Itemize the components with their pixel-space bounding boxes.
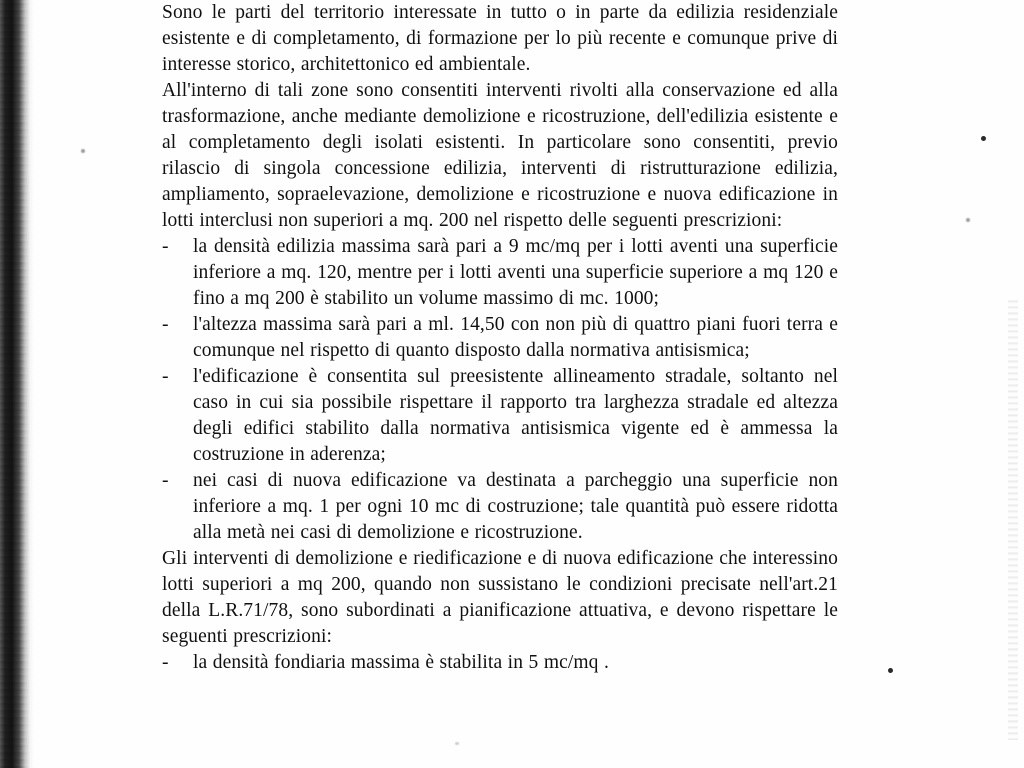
list-dash-marker: - [162,366,169,387]
prescriptions-list-one [162,234,838,546]
list-dash-marker: - [162,470,169,491]
speck-faint-mid-artifact [966,218,970,222]
document-text-body [162,0,838,676]
list-dash-marker: - [162,314,169,335]
list-item-text: nei casi di nuova edificazione va destinata a parcheggio una superficie non inferiore a mq. 1 per ogni 10 mc di costruzione; tale quantità può essere ridotta alla metà nei casi di demolizione e ricostruzione. [193,470,838,543]
speck-faint-bottom-artifact [455,742,459,745]
list-item [162,234,838,312]
list-dash-marker: - [162,236,169,257]
paragraph-zone-definition: Sono le parti del territorio interessate in tutto o in parte da edilizia residenziale esistente e di completamento, di formazione per lo più recente e comunque prive di interesse storico, architettonico ed ambientale. [162,2,838,75]
list-item [162,468,838,546]
speck-faint-left-artifact [81,149,85,153]
list-item-text: la densità fondiaria massima è stabilita in 5 mc/mq . [193,652,609,673]
list-dash-marker: - [162,652,169,673]
list-item [162,650,838,676]
paragraph-allowed-interventions: All'interno di tali zone sono consentiti interventi rivolti alla conservazione ed alla trasformazione, anche mediante demolizione e ricostruzione, dell'edilizia esistente e al completamento degli isolati esistenti. In particolare sono consentiti, previo rilascio di singola concessione edilizia, interventi di ristrutturazione edilizia, ampliamento, sopraelevazione, demolizione e ricostruzione e nuova edificazione in lotti interclusi non superiori a mq. 200 nel rispetto delle seguenti prescrizioni: [162,80,838,231]
list-item [162,364,838,468]
list-item [162,312,838,364]
list-item-text: l'edificazione è consentita sul preesistente allineamento stradale, soltanto nel caso in cui sia possibile rispettare il rapporto tra larghezza stradale ed altezza degli edifici stabilito dalla normativa antisismica vigente ed è ammessa la costruzione in aderenza; [193,366,838,465]
paragraph-large-lots-planning: Gli interventi di demolizione e riedificazione e di nuova edificazione che interessino lotti superiori a mq 200, quando non sussistano le condizioni precisate nell'art.21 della L.R.71/78, sono subordinati a pianificazione attuativa, e devono rispettare le seguenti prescrizioni: [162,548,838,647]
list-item-text: l'altezza massima sarà pari a ml. 14,50 con non più di quattro piani fuori terra e comunque nel rispetto di quanto disposto dalla normativa antisismica; [193,314,838,361]
speck-lower-right-artifact [888,668,893,673]
speck-upper-right-artifact [981,136,986,141]
prescriptions-list-two [162,650,838,676]
binding-shadow-artifact [0,0,34,768]
right-edge-noise-artifact [1008,300,1018,740]
list-item-text: la densità edilizia massima sarà pari a 9 mc/mq per i lotti aventi una superficie inferiore a mq. 120, mentre per i lotti aventi una superficie superiore a mq 120 e fino a mq 200 è stabilito un volume massimo di mc. 1000; [193,236,838,309]
